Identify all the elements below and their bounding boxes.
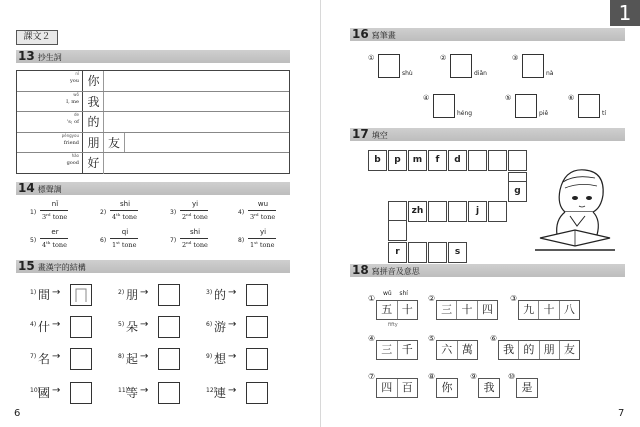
tone-item[interactable]: 3) yi 2nd tone: [170, 200, 208, 222]
structure-answer-box[interactable]: [70, 316, 92, 338]
crossword-cell: p: [388, 150, 407, 171]
item-number: ⑩: [508, 372, 516, 381]
word-box: 九 十 八: [518, 300, 580, 320]
section-15-header: 15 畫漢字的結構: [16, 260, 290, 273]
grid-cell: 好: [84, 153, 104, 174]
tone-item[interactable]: 4) wu 3rd tone: [238, 200, 276, 222]
structure-item: 3) 的 →: [206, 284, 296, 308]
item-number: ⑥: [490, 334, 498, 343]
structure-character: 游: [214, 320, 227, 334]
structure-answer-box[interactable]: [158, 284, 180, 306]
crossword-cell[interactable]: [488, 150, 507, 171]
stroke-pinyin: diǎn: [474, 70, 487, 77]
vocab-row: hǎo good 好: [17, 153, 289, 174]
crossword-cell[interactable]: [488, 201, 507, 222]
structure-character: 朵: [126, 320, 139, 334]
structure-character: 名: [38, 352, 51, 366]
tone-pinyin: wu: [257, 200, 269, 208]
tone-item[interactable]: 5) er 4th tone: [30, 228, 67, 250]
tone-item[interactable]: 2) shi 4th tone: [100, 200, 137, 222]
structure-item: 11) 等 →: [118, 382, 208, 406]
student-reading-illustration: [535, 160, 615, 255]
structure-item: 1) 間 →: [30, 284, 120, 308]
word-box: 我: [478, 378, 500, 398]
lesson-label: 課文２: [16, 30, 58, 45]
crossword-cell[interactable]: [448, 201, 467, 222]
crossword-cell: zh: [408, 201, 427, 222]
crossword-cell: r: [388, 242, 407, 263]
crossword-cell: g: [508, 181, 527, 202]
structure-answer-box[interactable]: [158, 316, 180, 338]
stroke-pinyin: piě: [539, 110, 549, 117]
structure-character: 想: [214, 352, 227, 366]
crossword-cell[interactable]: [428, 242, 447, 263]
item-number: ⑤: [428, 334, 436, 343]
stroke-item: ⑤ piě: [505, 94, 549, 117]
structure-item: 9) 想 →: [206, 348, 296, 372]
stroke-item: ① shù: [368, 54, 413, 77]
page-number-right: 7: [618, 408, 625, 419]
tone-pinyin: shi: [119, 200, 131, 208]
grid-cell: 友: [105, 133, 125, 153]
tone-pinyin: er: [51, 228, 59, 236]
tone-item[interactable]: 1) nǐ 3rd tone: [30, 200, 68, 222]
crossword-cell: d: [448, 150, 467, 171]
chapter-tab: 1: [610, 0, 640, 26]
structure-character: 的: [214, 288, 227, 302]
crossword-cell: m: [408, 150, 427, 171]
stroke-answer-box[interactable]: [578, 94, 600, 118]
stroke-answer-box[interactable]: [433, 94, 455, 118]
tone-pinyin: nǐ: [51, 200, 59, 208]
structure-answer-box[interactable]: [158, 348, 180, 370]
crossword-cell: j: [468, 201, 487, 222]
structure-character: 國: [38, 386, 51, 400]
stroke-pinyin: héng: [457, 110, 473, 117]
grid-cell: 朋: [84, 133, 104, 153]
structure-item: 6) 游 →: [206, 316, 296, 340]
crossword-cell[interactable]: [388, 201, 407, 222]
grid-cell: 的: [84, 112, 104, 132]
structure-answer-box[interactable]: [70, 382, 92, 404]
tone-item[interactable]: 8) yi 1st tone: [238, 228, 275, 250]
crossword-cell: f: [428, 150, 447, 171]
grid-cell: 你: [84, 71, 104, 91]
stroke-pinyin: nà: [546, 70, 554, 77]
structure-item: 7) 名 →: [30, 348, 120, 372]
example-meaning: fifty: [388, 322, 398, 328]
stroke-answer-box[interactable]: [515, 94, 537, 118]
item-number: ①: [368, 294, 376, 303]
structure-character: 等: [126, 386, 139, 400]
structure-answer-box[interactable]: [246, 316, 268, 338]
structure-answer-box[interactable]: [158, 382, 180, 404]
vocab-row: de 's; of 的: [17, 112, 289, 133]
tone-item[interactable]: 6) qi 1st tone: [100, 228, 137, 250]
tone-pinyin: yi: [191, 200, 199, 208]
stroke-item: ② diǎn: [440, 54, 487, 77]
section-13-header: 13 抄生詞: [16, 50, 290, 63]
stroke-item: ④ héng: [423, 94, 473, 117]
crossword-cell: b: [368, 150, 387, 171]
structure-item: 4) 什 →: [30, 316, 120, 340]
structure-character: 間: [38, 288, 51, 302]
item-number: ④: [368, 334, 376, 343]
crossword-cell[interactable]: [408, 242, 427, 263]
structure-item: 5) 朵 →: [118, 316, 208, 340]
stroke-item: ③ nà: [512, 54, 554, 77]
structure-answer-box[interactable]: [246, 348, 268, 370]
section-17-header: 17 填空: [350, 128, 625, 141]
structure-item: 2) 朋 →: [118, 284, 208, 308]
structure-answer-box[interactable]: [70, 348, 92, 370]
item-number: ③: [510, 294, 518, 303]
structure-character: 朋: [126, 288, 139, 302]
tone-pinyin: qi: [121, 228, 129, 236]
section-18-header: 18 寫拼音及意思: [350, 264, 625, 277]
structure-answer-box[interactable]: [246, 284, 268, 306]
word-box: 你: [436, 378, 458, 398]
stroke-pinyin: shù: [402, 70, 413, 77]
word-box: 三 千: [376, 340, 418, 360]
page-number-left: 6: [14, 408, 21, 419]
crossword-cell[interactable]: [428, 201, 447, 222]
vocab-row: péngyou friend 朋 友: [17, 133, 289, 154]
vocab-row: wǒ I, me 我: [17, 92, 289, 113]
example-pinyin: wǔ shí: [383, 290, 408, 297]
structure-answer-box[interactable]: [246, 382, 268, 404]
structure-character: 起: [126, 352, 139, 366]
word-box: 我 的 朋 友: [498, 340, 580, 360]
stroke-pinyin: tí: [602, 110, 607, 117]
crossword-cell[interactable]: [388, 220, 407, 241]
word-box: 四 百: [376, 378, 418, 398]
crossword-cell[interactable]: [468, 150, 487, 171]
word-box: 五 十: [376, 300, 418, 320]
stroke-answer-box[interactable]: [522, 54, 544, 78]
word-box: 六 萬: [436, 340, 478, 360]
structure-item: 12) 連 →: [206, 382, 296, 406]
word-box: 是: [516, 378, 538, 398]
item-number: ⑧: [428, 372, 436, 381]
vocab-row: nǐ you 你: [17, 71, 289, 92]
tone-pinyin: yi: [259, 228, 267, 236]
item-number: ②: [428, 294, 436, 303]
tone-item[interactable]: 7) shi 2nd tone: [170, 228, 208, 250]
structure-character: 連: [214, 386, 227, 400]
stroke-answer-box[interactable]: [378, 54, 400, 78]
grid-cell: 我: [84, 92, 104, 112]
item-number: ⑨: [470, 372, 478, 381]
structure-character: 什: [38, 320, 51, 334]
page-divider: [320, 0, 321, 427]
structure-item: 8) 起 →: [118, 348, 208, 372]
crossword-cell[interactable]: [508, 150, 527, 171]
word-box: 三 十 四: [436, 300, 498, 320]
vocab-copy-grid: [16, 70, 290, 174]
stroke-item: ⑥ tí: [568, 94, 607, 117]
tone-pinyin: shi: [189, 228, 201, 236]
item-number: ⑦: [368, 372, 376, 381]
crossword-cell: s: [448, 242, 467, 263]
structure-item: 10) 國 →: [30, 382, 120, 406]
section-14-header: 14 標聲調: [16, 182, 290, 195]
structure-answer-box[interactable]: [70, 284, 92, 306]
stroke-answer-box[interactable]: [450, 54, 472, 78]
section-16-header: 16 寫筆畫: [350, 28, 625, 41]
